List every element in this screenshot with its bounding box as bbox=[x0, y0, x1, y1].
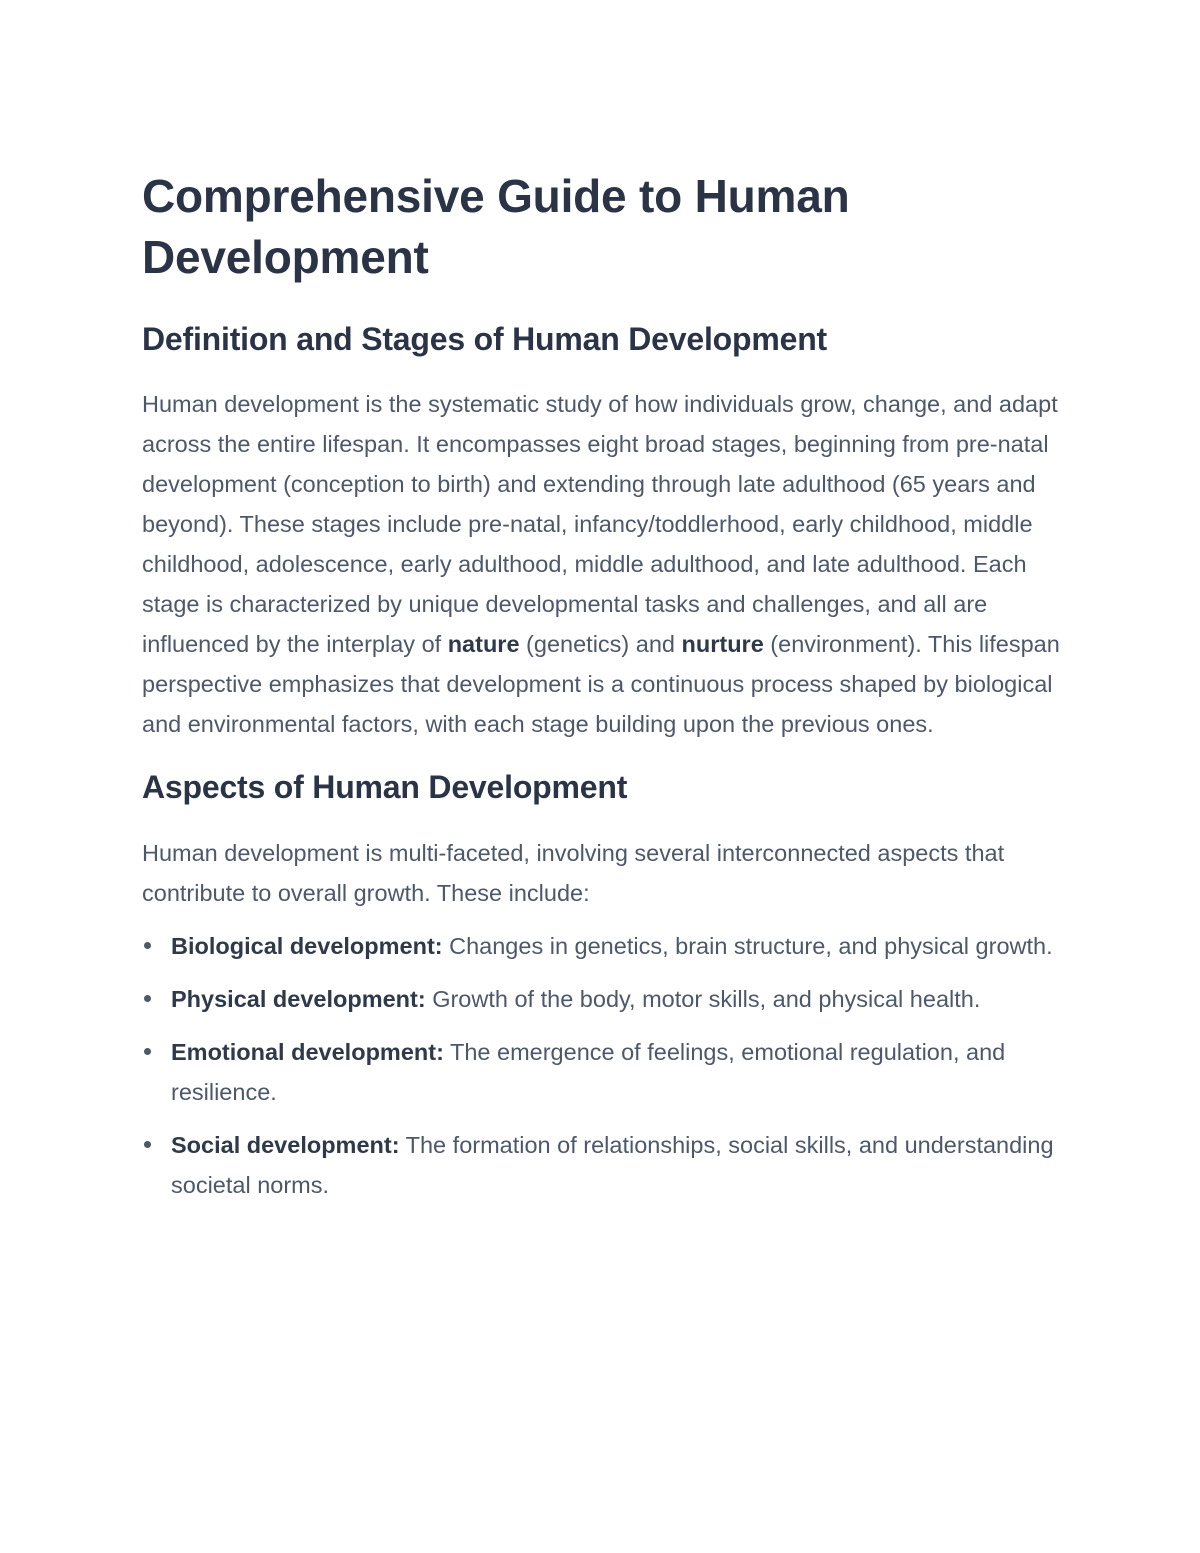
bold-term-nurture: nurture bbox=[681, 631, 764, 657]
list-item-text: The formation of relationships, social skills, and understanding societal norms. bbox=[171, 1132, 1054, 1198]
document-title: Comprehensive Guide to Human Development bbox=[142, 170, 850, 283]
paragraph-text: Human development is the systematic study of how individuals grow, change, and adapt across the entire lifespan. It encompasses eight broad stages, beginning from pre-natal development (conception to birth) and extending through late adulthood (65 years and beyond). These stages include pre-natal, infancy/toddlerhood, early childhood, middle childhood, adolescence, early adulthood, middle adulthood, and late adulthood. Each stage is characterized by unique developmental tasks and challenges, and all are influenced by the interplay of bbox=[142, 391, 1058, 657]
bullet-icon bbox=[144, 1141, 151, 1148]
list-item bbox=[142, 926, 1067, 966]
aspects-list bbox=[142, 926, 1067, 1205]
list-item-label: Emotional development: bbox=[171, 1039, 444, 1065]
aspects-intro-paragraph: Human development is multi-faceted, involving several interconnected aspects that contribute to overall growth. These include: bbox=[142, 840, 1005, 906]
list-item-text: Growth of the body, motor skills, and physical health. bbox=[425, 986, 981, 1012]
list-item-label: Biological development: bbox=[171, 933, 443, 959]
paragraph-text: (genetics) and bbox=[519, 631, 682, 657]
paragraph-text: (environment). This lifespan perspective emphasizes that development is a continuous process shaped by biological and environmental factors, with each stage building upon the previous ones. bbox=[142, 631, 1060, 737]
list-item-label: Social development: bbox=[171, 1132, 400, 1158]
definition-paragraph bbox=[142, 384, 1067, 744]
list-item-text: Changes in genetics, brain structure, and physical growth. bbox=[442, 933, 1053, 959]
document-page bbox=[142, 166, 1067, 1218]
list-item bbox=[142, 1032, 1067, 1112]
bold-term-nature: nature bbox=[447, 631, 520, 657]
section-heading-aspects: Aspects of Human Development bbox=[142, 769, 628, 805]
bullet-icon bbox=[144, 942, 151, 949]
list-item bbox=[142, 979, 1067, 1019]
bullet-icon bbox=[144, 995, 151, 1002]
list-item bbox=[142, 1125, 1067, 1205]
bullet-icon bbox=[144, 1048, 151, 1055]
list-item-label: Physical development: bbox=[171, 986, 426, 1012]
section-heading-definition: Definition and Stages of Human Development bbox=[142, 321, 828, 357]
list-item-text: The emergence of feelings, emotional regulation, and resilience. bbox=[171, 1039, 1006, 1105]
